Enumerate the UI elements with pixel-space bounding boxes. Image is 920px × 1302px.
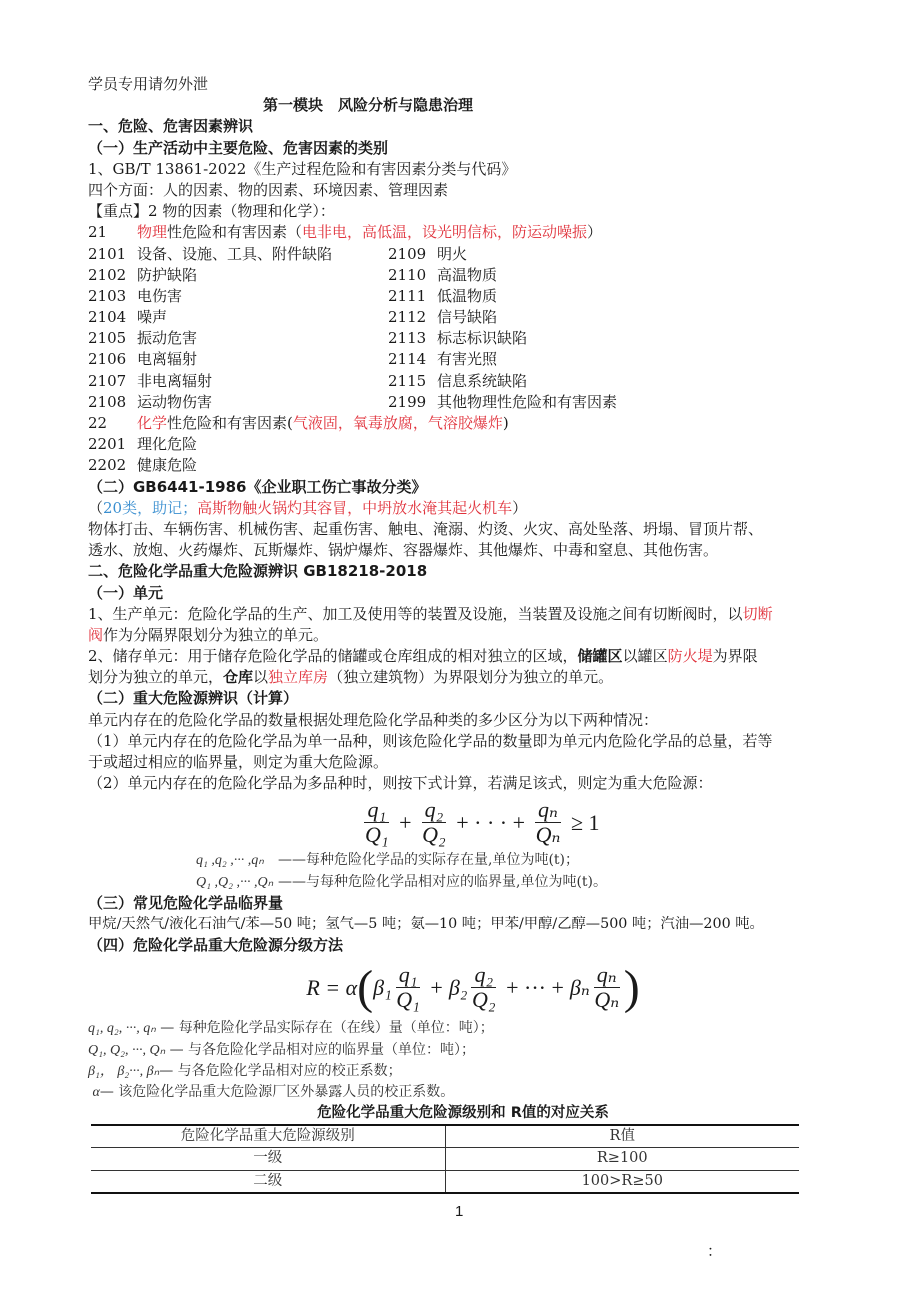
label: 信号缺陷	[437, 308, 498, 327]
list-item	[88, 455, 838, 476]
label: 有害光照	[437, 350, 498, 369]
factor-row	[88, 244, 838, 265]
text: 作为分隔界限划分为独立的单元。	[103, 625, 329, 644]
text: ——与每种危险化学品相对应的临界量,单位为吨(t)。	[278, 873, 607, 890]
numerator: qₙ	[594, 963, 620, 988]
code: 2113	[388, 329, 427, 348]
highlight: 化学	[137, 414, 168, 432]
code: 2107	[88, 371, 127, 390]
list-item	[88, 328, 388, 349]
definition	[88, 850, 838, 871]
highlight: 独立库房	[268, 668, 329, 687]
text: — 与各危险化学品相对应的校正系数；	[159, 1062, 402, 1079]
list-item	[88, 286, 388, 307]
text: 划分为独立的单元，	[88, 668, 224, 687]
factor-row	[88, 392, 838, 413]
paragraph	[88, 667, 838, 688]
text: 以	[253, 668, 269, 687]
stray-mark: ：	[707, 1242, 723, 1260]
code: 2114	[388, 350, 427, 369]
paragraph	[88, 604, 838, 625]
table-header-row	[91, 1125, 799, 1148]
paren: (	[357, 960, 374, 1014]
table-row	[91, 1148, 799, 1170]
label: 电离辐射	[137, 350, 198, 369]
symbol: β₁， β₂···, βₙ	[88, 1063, 160, 1079]
symbol: Q₁ ,Q₂ ,··· ,Qₙ	[196, 874, 274, 890]
section-heading-1: 一、危险、危害因素辨识	[88, 117, 254, 136]
code: 2112	[388, 308, 427, 327]
code: 2110	[388, 265, 427, 284]
paragraph: 单元内存在的危险化学品的数量根据处理危险化学品种类的多少区分为以下两种情况：	[88, 710, 659, 729]
definition	[88, 1040, 838, 1061]
label: 标志标识缺陷	[437, 329, 528, 348]
code: 2199	[388, 392, 427, 411]
text: 1、生产单元：危险化学品的生产、加工及使用等的装置及设施，当装置及设施之间有切断阀时，以	[88, 604, 743, 623]
label: 明火	[437, 244, 468, 263]
list-item	[388, 265, 838, 286]
label: 理化危险	[137, 435, 198, 454]
operator: +	[430, 974, 443, 1000]
threshold-formula	[128, 794, 838, 850]
mnemonic: 气液固，氧毒放腐，气溶胶爆炸	[292, 414, 503, 432]
module-title: 第一模块 风险分析与隐患治理	[263, 96, 474, 115]
definition	[88, 1018, 838, 1039]
page-number: 1	[455, 1203, 464, 1220]
text: ）	[512, 498, 528, 517]
code: 22	[88, 414, 108, 432]
denominator: Q₂	[422, 821, 446, 847]
subsection-heading: （四）危险化学品重大危险源分级方法	[88, 936, 344, 955]
text: （	[88, 498, 104, 517]
subsection-heading: （一）生产活动中主要危险、危害因素的类别	[88, 138, 389, 157]
code: 2103	[88, 286, 127, 305]
bold-term: 仓库	[223, 668, 254, 687]
code: 2115	[388, 371, 427, 390]
list-item	[88, 371, 388, 392]
code: 21	[88, 223, 108, 242]
mnemonic: 高斯物触火锅灼其容冒，中坍放水淹其起火机车	[197, 498, 513, 517]
physical-factors-line	[88, 222, 838, 243]
list-item	[388, 371, 838, 392]
paragraph: 四个方面：人的因素、物的因素、环境因素、管理因素	[88, 180, 449, 199]
paragraph: 1、GB/T 13861-2022《生产过程危险和有害因素分类与代码》	[88, 159, 517, 178]
list-item	[88, 434, 838, 455]
symbol: q₁ ,q₂ ,··· ,qₙ	[196, 853, 264, 869]
label: 健康危险	[137, 456, 198, 475]
definition	[88, 1082, 838, 1103]
list-item	[88, 244, 388, 265]
operator: ≥ 1	[570, 809, 600, 835]
paragraph: （1）单元内存在的危险化学品为单一品种，则该危险化学品的数量即为单元内危险化学品的总量，若等	[88, 731, 773, 750]
code: 2105	[88, 329, 127, 348]
label: 高温物质	[437, 265, 498, 284]
confidential-note: 学员专用请勿外泄	[88, 75, 209, 93]
physical-factors-list	[88, 244, 838, 414]
grading-formula	[108, 956, 838, 1018]
table-cell: 一级	[91, 1148, 445, 1170]
label: 设备、设施、工具、附件缺陷	[137, 244, 333, 263]
label: 非电离辐射	[137, 371, 213, 390]
highlight: 切断	[742, 604, 773, 623]
factor-row	[88, 349, 838, 370]
coefficient: β₁	[373, 974, 392, 1000]
paragraph: 甲烷/天然气/液化石油气/苯—50 吨；氢气—5 吨；氨—10 吨；甲苯/甲醇/乙醇—500 吨；汽油—200 吨。	[88, 915, 764, 932]
operator: + · · · +	[456, 809, 526, 835]
section-heading-2: 二、危险化学品重大危险源辨识 GB18218-2018	[88, 562, 428, 581]
code: 2104	[88, 308, 127, 327]
coefficient: β₂	[448, 974, 468, 1000]
text: 性危险和有害因素（	[167, 223, 303, 242]
subsection-heading: （二）GB6441-1986《企业职工伤亡事故分类》	[88, 477, 427, 496]
table-title: 危险化学品重大危险源级别和 R值的对应关系	[317, 1105, 609, 1122]
count-note: 20类，助记；	[103, 498, 198, 517]
operator: +	[399, 809, 412, 835]
text: 以罐区	[622, 647, 668, 666]
numerator: qₙ	[535, 798, 561, 823]
numerator: q₁	[364, 798, 389, 823]
list-item	[388, 328, 838, 349]
label: 噪声	[137, 308, 168, 327]
text: 为界限	[712, 647, 758, 666]
table-cell: 100>R≥50	[445, 1170, 799, 1193]
list-item	[388, 307, 838, 328]
paren: )	[623, 960, 640, 1014]
factor-row	[88, 307, 838, 328]
list-item	[388, 349, 838, 370]
numerator: q₁	[396, 963, 421, 988]
code: 2111	[388, 286, 427, 305]
list-item	[88, 265, 388, 286]
bold-term: 储罐区	[577, 647, 623, 666]
grade-table	[91, 1124, 799, 1194]
code: 2108	[88, 392, 127, 411]
denominator: Q₁	[365, 821, 389, 847]
factor-row	[88, 286, 838, 307]
label: 运动物伤害	[137, 392, 213, 411]
symbol: Q₁, Q₂, ···, Qₙ	[88, 1042, 166, 1058]
factor-row	[88, 371, 838, 392]
list-item	[388, 244, 838, 265]
text: ——每种危险化学品的实际存在量,单位为吨(t)；	[278, 852, 579, 869]
paragraph	[88, 201, 838, 222]
operator: + ··· +	[506, 974, 564, 1000]
list-item	[88, 307, 388, 328]
highlight: 防火堤	[667, 647, 713, 666]
text: （独立建筑物）为界限划分为独立的单元。	[328, 668, 614, 687]
paragraph	[88, 646, 838, 667]
mnemonic: 电非电，高低温，设光明信标，防运动噪振	[302, 223, 588, 242]
label: 电伤害	[137, 286, 183, 305]
numerator: q₂	[422, 798, 447, 823]
table-cell: 二级	[91, 1170, 445, 1193]
label: 防护缺陷	[137, 265, 198, 284]
subsection-heading: （一）单元	[88, 583, 164, 602]
text: — 与各危险化学品相对应的临界量（单位：吨）；	[169, 1041, 476, 1058]
list-item	[88, 392, 388, 413]
chemical-factors-line	[88, 413, 838, 434]
highlight: 阀	[88, 625, 104, 644]
symbol: α	[92, 1084, 100, 1100]
factor-row	[88, 265, 838, 286]
lhs: R = α	[306, 974, 358, 1000]
list-item	[388, 392, 838, 413]
text: 2 物的因素（物理和化学）：	[148, 202, 335, 221]
paragraph: 透水、放炮、火药爆炸、瓦斯爆炸、锅炉爆炸、容器爆炸、其他爆炸、中毒和窒息、其他伤害。	[88, 541, 719, 560]
label: 其他物理性危险和有害因素	[437, 392, 618, 411]
code: 2109	[388, 244, 427, 263]
paragraph: 于或超过相应的临界量，则定为重大危险源。	[88, 753, 389, 771]
numerator: q₂	[471, 963, 496, 988]
subsection-heading: （二）重大危险源辨识（计算）	[88, 689, 299, 708]
highlight: 物理	[137, 223, 168, 242]
denominator: Q₁	[396, 986, 420, 1012]
factor-row	[88, 328, 838, 349]
key-point-label: 【重点】	[88, 202, 149, 221]
symbol: q₁, q₂, ···, qₙ	[88, 1021, 156, 1037]
text: )	[502, 414, 509, 432]
column-header: 危险化学品重大危险源级别	[91, 1125, 445, 1148]
column-header: R值	[609, 1128, 635, 1145]
code: 2201	[88, 435, 127, 454]
text: — 该危险化学品重大危险源厂区外暴露人员的校正系数。	[99, 1083, 455, 1100]
table-cell: R≥100	[445, 1148, 799, 1170]
code: 2102	[88, 265, 127, 284]
paragraph: （2）单元内存在的危险化学品为多品种时，则按下式计算，若满足该式，则定为重大危险源：	[88, 774, 713, 793]
text: 2、储存单元：用于储存危险化学品的储罐或仓库组成的相对独立的区域，	[88, 647, 578, 666]
coefficient: βₙ	[569, 974, 590, 1000]
label: 信息系统缺陷	[437, 371, 528, 390]
document-page	[88, 74, 838, 1194]
code: 2106	[88, 350, 127, 369]
code: 2202	[88, 456, 127, 475]
code: 2101	[88, 244, 127, 263]
list-item	[388, 286, 838, 307]
text: 性危险和有害因素(	[167, 414, 293, 432]
label: 低温物质	[437, 286, 498, 305]
subsection-heading: （三）常见危险化学品临界量	[88, 893, 284, 912]
paragraph	[88, 625, 838, 646]
table-row	[91, 1170, 799, 1193]
list-item	[88, 349, 388, 370]
definition	[88, 872, 838, 893]
text: ）	[587, 223, 603, 242]
denominator: Qₙ	[594, 986, 620, 1012]
label: 振动危害	[137, 329, 198, 348]
denominator: Qₙ	[535, 821, 561, 847]
definition	[88, 1061, 838, 1082]
denominator: Q₂	[471, 986, 496, 1012]
paragraph: 物体打击、车辆伤害、机械伤害、起重伤害、触电、淹溺、灼烫、火灾、高处坠落、坍塌、冒顶片帮、	[88, 519, 764, 538]
text: — 每种危险化学品实际存在（在线）量（单位：吨）；	[160, 1020, 494, 1037]
mnemonic-line	[88, 498, 838, 519]
